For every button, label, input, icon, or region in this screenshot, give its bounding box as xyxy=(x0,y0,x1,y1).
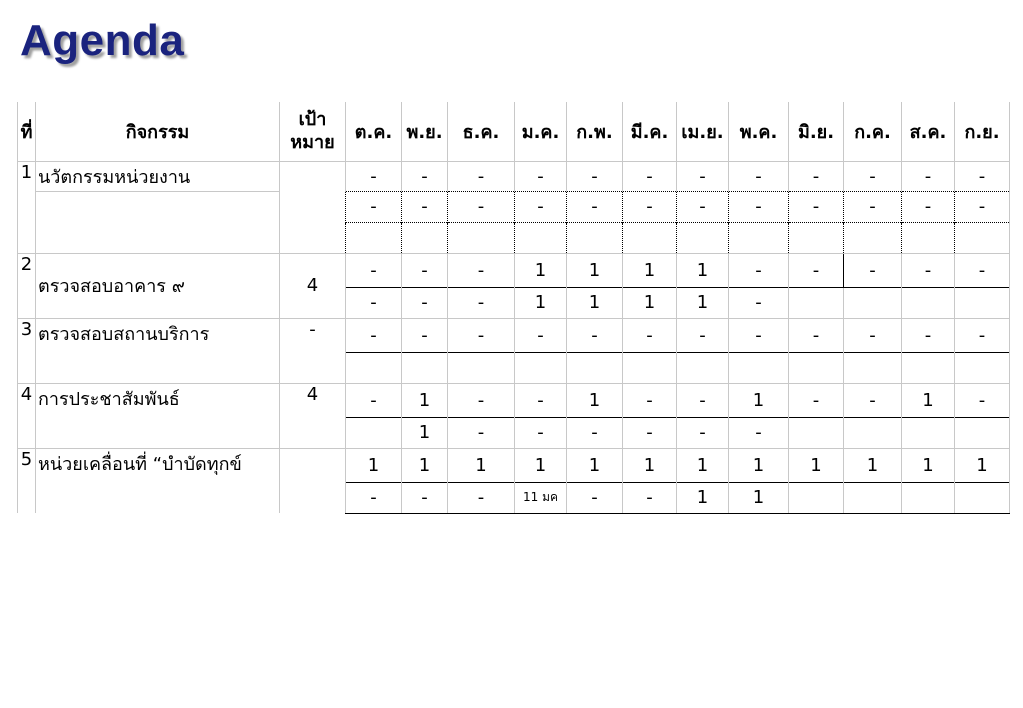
actual-cell xyxy=(789,417,844,448)
plan-cell: - xyxy=(515,318,567,352)
plan-cell: 1 xyxy=(623,253,677,287)
plan-cell: - xyxy=(623,318,677,352)
extra-cell xyxy=(448,222,515,253)
plan-cell: 1 xyxy=(567,448,623,482)
activity-name: นวัตกรรมหน่วยงาน xyxy=(36,161,280,191)
extra-cell xyxy=(729,222,789,253)
plan-cell: - xyxy=(677,161,729,191)
extra-cell xyxy=(902,222,955,253)
header-month: พ.ย. xyxy=(402,102,448,161)
header-month: ก.ค. xyxy=(844,102,902,161)
plan-cell: - xyxy=(402,161,448,191)
actual-cell xyxy=(623,352,677,383)
plan-cell: - xyxy=(448,383,515,417)
plan-cell: - xyxy=(955,161,1010,191)
plan-cell: - xyxy=(844,253,902,287)
actual-cell: - xyxy=(789,191,844,222)
plan-cell: 1 xyxy=(902,383,955,417)
actual-cell: - xyxy=(729,287,789,318)
plan-cell: - xyxy=(955,318,1010,352)
target-value: 4 xyxy=(280,383,346,448)
plan-cell: - xyxy=(789,253,844,287)
actual-cell: - xyxy=(402,482,448,513)
extra-cell xyxy=(567,222,623,253)
actual-cell xyxy=(789,352,844,383)
extra-cell xyxy=(346,222,402,253)
target-value xyxy=(280,161,346,253)
header-activity: กิจกรรม xyxy=(36,102,280,161)
plan-cell: - xyxy=(789,161,844,191)
extra-cell xyxy=(789,222,844,253)
extra-cell xyxy=(623,222,677,253)
actual-cell: - xyxy=(677,417,729,448)
target-value xyxy=(280,448,346,513)
plan-cell: - xyxy=(623,383,677,417)
plan-cell: - xyxy=(955,253,1010,287)
extra-cell xyxy=(844,222,902,253)
actual-cell xyxy=(567,352,623,383)
actual-cell: - xyxy=(677,191,729,222)
plan-cell: - xyxy=(677,318,729,352)
actual-cell xyxy=(515,352,567,383)
table-header-row xyxy=(18,102,1010,161)
plan-cell: - xyxy=(902,318,955,352)
actual-cell: - xyxy=(729,191,789,222)
plan-cell: - xyxy=(729,253,789,287)
actual-cell xyxy=(346,417,402,448)
actual-cell: - xyxy=(844,191,902,222)
plan-cell: - xyxy=(567,318,623,352)
actual-cell: - xyxy=(623,417,677,448)
plan-cell: 1 xyxy=(448,448,515,482)
plan-cell: - xyxy=(448,253,515,287)
header-month: ส.ค. xyxy=(902,102,955,161)
actual-cell: - xyxy=(567,191,623,222)
header-month: พ.ค. xyxy=(729,102,789,161)
row-number: 4 xyxy=(18,383,36,448)
plan-cell: - xyxy=(844,161,902,191)
actual-cell: - xyxy=(448,417,515,448)
actual-cell xyxy=(346,352,402,383)
row-number: 1 xyxy=(18,161,36,253)
actual-cell: - xyxy=(623,191,677,222)
actual-cell xyxy=(955,287,1010,318)
activity-name: การประชาสัมพันธ์ xyxy=(36,383,280,448)
plan-cell: 1 xyxy=(402,448,448,482)
actual-cell xyxy=(789,287,844,318)
table-row xyxy=(18,448,1010,482)
actual-cell: - xyxy=(346,482,402,513)
plan-cell: 1 xyxy=(844,448,902,482)
plan-cell: 1 xyxy=(402,383,448,417)
actual-cell: - xyxy=(402,287,448,318)
actual-cell xyxy=(789,482,844,513)
plan-cell: - xyxy=(789,318,844,352)
plan-cell: - xyxy=(515,161,567,191)
plan-cell: - xyxy=(789,383,844,417)
header-month: มี.ค. xyxy=(623,102,677,161)
plan-cell: - xyxy=(346,161,402,191)
plan-cell: 1 xyxy=(567,383,623,417)
plan-cell: - xyxy=(346,383,402,417)
plan-cell: 1 xyxy=(789,448,844,482)
actual-cell xyxy=(448,352,515,383)
header-month: ก.พ. xyxy=(567,102,623,161)
actual-cell: - xyxy=(448,287,515,318)
actual-cell xyxy=(729,352,789,383)
table-row xyxy=(18,383,1010,417)
actual-cell xyxy=(955,352,1010,383)
plan-cell: - xyxy=(902,253,955,287)
actual-cell: 1 xyxy=(402,417,448,448)
plan-cell: - xyxy=(677,383,729,417)
actual-cell xyxy=(902,352,955,383)
plan-cell: 1 xyxy=(955,448,1010,482)
plan-cell: 1 xyxy=(729,448,789,482)
plan-cell: - xyxy=(729,318,789,352)
actual-cell: 11 มค xyxy=(515,482,567,513)
plan-cell: - xyxy=(346,253,402,287)
plan-cell: - xyxy=(902,161,955,191)
plan-cell: 1 xyxy=(567,253,623,287)
actual-cell: 1 xyxy=(567,287,623,318)
plan-cell: 1 xyxy=(515,253,567,287)
actual-cell xyxy=(844,287,902,318)
actual-cell: - xyxy=(955,191,1010,222)
header-month: มิ.ย. xyxy=(789,102,844,161)
actual-cell: - xyxy=(402,191,448,222)
actual-cell: 1 xyxy=(729,482,789,513)
header-month: ธ.ค. xyxy=(448,102,515,161)
header-no: ที่ xyxy=(18,102,36,161)
plan-cell: - xyxy=(844,383,902,417)
actual-cell: - xyxy=(346,287,402,318)
plan-cell: - xyxy=(346,318,402,352)
plan-cell: - xyxy=(567,161,623,191)
actual-cell: - xyxy=(346,191,402,222)
table-row xyxy=(18,253,1010,287)
actual-cell: - xyxy=(515,417,567,448)
actual-cell xyxy=(902,287,955,318)
table-row xyxy=(18,318,1010,352)
header-month: ต.ค. xyxy=(346,102,402,161)
header-month: เม.ย. xyxy=(677,102,729,161)
plan-cell: - xyxy=(844,318,902,352)
plan-cell: 1 xyxy=(346,448,402,482)
actual-cell: - xyxy=(448,191,515,222)
actual-cell: - xyxy=(515,191,567,222)
extra-cell xyxy=(515,222,567,253)
actual-cell: - xyxy=(623,482,677,513)
plan-cell: - xyxy=(729,161,789,191)
plan-cell: - xyxy=(402,318,448,352)
table-row xyxy=(18,161,1010,191)
plan-cell: - xyxy=(623,161,677,191)
actual-cell xyxy=(402,352,448,383)
plan-cell: - xyxy=(515,383,567,417)
actual-cell: 1 xyxy=(677,287,729,318)
actual-cell: - xyxy=(567,482,623,513)
extra-cell xyxy=(955,222,1010,253)
header-target: เป้าหมาย xyxy=(280,102,346,161)
plan-cell: 1 xyxy=(729,383,789,417)
extra-cell xyxy=(677,222,729,253)
actual-cell: 1 xyxy=(677,482,729,513)
actual-cell xyxy=(955,482,1010,513)
row-number: 2 xyxy=(18,253,36,318)
extra-cell xyxy=(402,222,448,253)
actual-cell xyxy=(955,417,1010,448)
actual-cell xyxy=(902,482,955,513)
target-value: - xyxy=(280,318,346,383)
activity-name-continued xyxy=(36,191,280,253)
page-title: Agenda xyxy=(20,16,185,65)
actual-cell: - xyxy=(729,417,789,448)
activity-name: ตรวจสอบอาคาร ๙ xyxy=(36,253,280,318)
actual-cell xyxy=(902,417,955,448)
actual-cell: - xyxy=(902,191,955,222)
actual-cell xyxy=(844,417,902,448)
actual-cell: 1 xyxy=(623,287,677,318)
activity-name: หน่วยเคลื่อนที่ “บำบัดทุกข์ xyxy=(36,448,280,513)
plan-cell: 1 xyxy=(515,448,567,482)
activity-name: ตรวจสอบสถานบริการ xyxy=(36,318,280,383)
plan-cell: - xyxy=(955,383,1010,417)
row-number: 5 xyxy=(18,448,36,513)
plan-cell: - xyxy=(448,318,515,352)
plan-cell: 1 xyxy=(677,253,729,287)
actual-cell: - xyxy=(567,417,623,448)
plan-cell: - xyxy=(448,161,515,191)
plan-cell: 1 xyxy=(677,448,729,482)
plan-cell: 1 xyxy=(623,448,677,482)
target-value: 4 xyxy=(280,253,346,318)
actual-cell xyxy=(844,482,902,513)
actual-cell: - xyxy=(448,482,515,513)
header-month: ม.ค. xyxy=(515,102,567,161)
header-month: ก.ย. xyxy=(955,102,1010,161)
table-row xyxy=(18,191,1010,222)
row-number: 3 xyxy=(18,318,36,383)
actual-cell xyxy=(677,352,729,383)
plan-cell: - xyxy=(402,253,448,287)
actual-cell: 1 xyxy=(515,287,567,318)
actual-cell xyxy=(844,352,902,383)
agenda-table xyxy=(17,102,1010,514)
plan-cell: 1 xyxy=(902,448,955,482)
